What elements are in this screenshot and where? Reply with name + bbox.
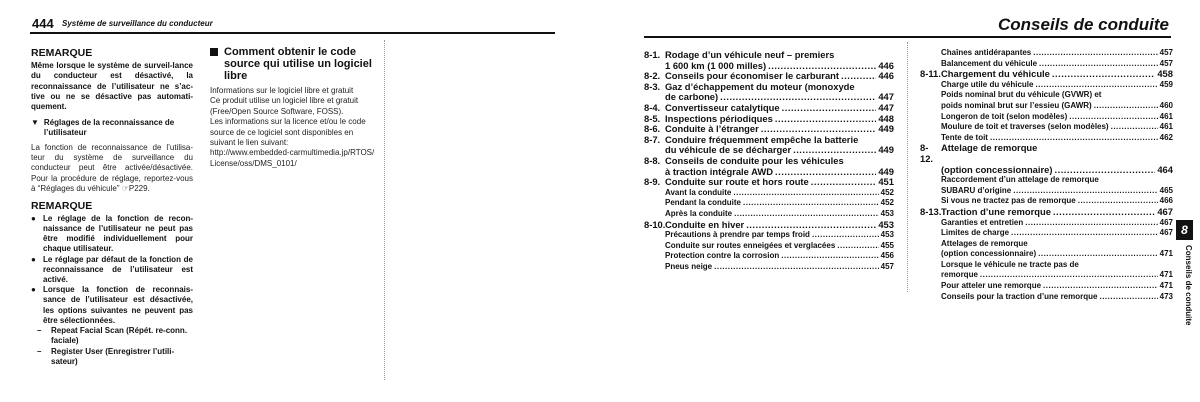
toc-page-number: 446 [878,70,894,82]
square-bullet-icon [210,48,218,56]
toc-entry-title: Gaz d’échappement du moteur (monoxyde [665,80,855,92]
toc-entry-line [941,239,1173,250]
toc-entry-line [941,175,1173,186]
dash-text: Register User (Enregistrer l’utili-sateur) [51,346,175,366]
toc-entry[interactable] [644,188,894,199]
toc-entry-line [644,103,894,114]
toc-entry-number: 8-5. [644,112,661,124]
toc-leader-dots [734,209,879,220]
toc-entry[interactable] [920,48,1173,59]
toc-entry-title: Conseils de conduite pour les véhicules [665,154,844,166]
bullet-item [31,214,193,255]
toc-leader-dots [1035,80,1157,91]
toc-column-1 [644,50,894,272]
toc-entry[interactable] [920,80,1173,91]
toc-page-number: 452 [880,198,894,208]
toc-entry-title: Inspections périodiques [665,112,773,124]
toc-leader-dots [1094,101,1158,112]
toc-entry-continuation [941,186,1173,197]
bullet-item [31,255,193,286]
toc-entry[interactable] [920,112,1173,123]
toc-entry[interactable] [920,292,1173,303]
toc-page-number: 451 [878,176,894,188]
remarque-heading-2: REMARQUE [31,199,93,212]
toc-entry[interactable] [920,228,1173,239]
toc-leader-dots [1013,186,1157,197]
toc-leader-dots [811,177,877,188]
toc-page-number: 447 [878,101,894,113]
toc-entry-title: Précautions à prendre par temps froid [665,230,810,240]
toc-entry-title: Conduite sur route et hors route [665,176,809,188]
toc-entry[interactable] [920,175,1173,196]
toc-entry[interactable] [644,220,894,231]
toc-entry-title: Avant la conduite [665,187,732,197]
toc-page-number: 461 [1159,111,1173,121]
toc-leader-dots [1078,196,1158,207]
toc-page-number: 471 [1159,281,1173,291]
toc-leader-dots [781,251,878,262]
toc-page-number: 473 [1159,291,1173,301]
toc-page-number: 457 [1159,48,1173,57]
toc-entry-title: Après la conduite [665,208,733,218]
toc-leader-dots [1038,249,1158,260]
toc-page-number: 453 [880,230,894,240]
toc-entry-continuation [920,165,1173,176]
toc-entry-number: 8-10. [644,218,666,230]
toc-entry[interactable] [920,239,1173,260]
toc-entry-line [941,112,1173,123]
toc-entry-number: 8-2. [644,70,661,82]
toc-entry-title: Conseils pour économiser le carburant [665,70,840,82]
foss-heading [210,46,375,82]
toc-entry-line [920,69,1173,80]
toc-entry-title-cont: (option concessionnaire) [941,249,1037,259]
bullet-dot-icon: ● [31,254,36,264]
toc-entry-number: 8-12. [920,142,934,164]
dash-text: Repeat Facial Scan (Répét. re-conn. faciale) [51,326,188,346]
toc-entry[interactable] [920,69,1173,80]
toc-entry-title: Protection contre la corrosion [665,251,780,261]
bullet-item [31,285,193,326]
remarque-bullet-list [31,214,193,326]
toc-entry-line [941,281,1173,292]
toc-entry-title: Conseils pour la traction d’une remorque [941,291,1098,301]
toc-leader-dots [1043,281,1158,292]
toc-leader-dots [812,230,879,241]
toc-entry-number: 8-7. [644,133,661,145]
foss-link[interactable]: http://www.embedded-carmultimedia.jp/RTOS/License/oss/DMS_0101/ [210,148,375,168]
toc-entry-number: 8-6. [644,123,661,135]
toc-entry[interactable] [644,103,894,114]
toc-entry-title-cont: de carbone) [665,91,719,103]
toc-entry-title: Poids nominal brut du véhicule (GVWR) et [941,90,1102,100]
toc-entry-title-cont: du véhicule de se décharger [665,144,792,156]
toc-page-number: 452 [880,187,894,197]
toc-page-number: 455 [880,240,894,250]
right-page [600,0,1200,402]
page-number: 444 [32,16,54,31]
toc-page-number: 457 [880,261,894,271]
left-page-header [30,14,555,34]
bullet-text: Le réglage de la fonction de recon-naissance de l’utilisateur ne peut pas être modifié individuellement pour chaque utilisateur. [43,213,193,254]
toc-page-number: 461 [1159,122,1173,132]
toc-entry[interactable] [644,209,894,220]
toc-entry-line [941,260,1173,271]
toc-leader-dots [1099,292,1157,303]
toc-leader-dots [1111,122,1158,133]
dash-marker: – [37,326,42,336]
column-divider [384,40,385,380]
toc-entry-line [941,90,1173,101]
chapter-tab[interactable]: 8 [1176,220,1193,240]
toc-entry-line [644,220,894,231]
toc-entry-title: Conduite sur routes enneigées et verglacées [665,240,836,250]
toc-entry-title: Moulure de toit et traverses (selon modèles) [941,122,1109,132]
foss-line: Ce produit utilise un logiciel libre et gratuit (Free/Open Source Software, FOSS). [210,96,359,116]
toc-leader-dots [743,198,879,209]
toc-entry-title: Garanties et entretien [941,217,1024,227]
toc-leader-dots [1011,228,1158,239]
toc-entry-line [665,262,894,273]
toc-entry-number: 8-8. [644,154,661,166]
toc-page-number: 467 [1159,228,1173,238]
subsection-heading [31,118,193,138]
left-header-title: Système de surveillance du conducteur [62,19,213,28]
toc-entry[interactable] [644,251,894,262]
toc-entry[interactable] [644,241,894,252]
toc-entry-title: Si vous ne tractez pas de remorque [941,196,1076,206]
toc-divider [907,42,908,292]
toc-entry-continuation [941,270,1173,281]
toc-entry-title: Chaînes antidérapantes [941,48,1032,57]
toc-entry-line [665,188,894,199]
toc-entry-line [941,218,1173,229]
toc-page-number: 456 [880,251,894,261]
toc-entry-title: Convertisseur catalytique [665,101,780,113]
toc-column-2 [920,48,1173,302]
toc-page-number: 449 [878,144,894,156]
toc-entry-line [941,228,1173,239]
toc-entry-title: Charge utile du véhicule [941,79,1034,89]
toc-leader-dots [746,220,876,231]
toc-entry-line [665,209,894,220]
toc-entry-title: Raccordement d’un attelage de remorque [941,175,1099,185]
toc-entry-line [665,230,894,241]
bullet-text: Lorsque la fonction de reconnais-sance de l’utilisateur est désactivée, les options suivantes ne peuvent pas être sélectionnées. [43,285,193,325]
toc-entry-title: Pour atteler une remorque [941,281,1042,291]
toc-entry-title: Pneus neige [665,261,713,271]
dash-marker: – [37,346,42,356]
remarque-heading: REMARQUE [31,47,93,59]
toc-entry-line [920,207,1173,218]
toc-entry[interactable] [644,262,894,273]
toc-entry-title: Pendant la conduite [665,198,742,208]
toc-entry-line [644,177,894,188]
triangle-marker-icon: ▼ [31,118,39,128]
foss-line: Informations sur le logiciel libre et gratuit [210,86,354,95]
toc-entry[interactable] [644,135,894,156]
toc-entry[interactable] [920,143,1173,175]
toc-page-number: 464 [1157,163,1173,175]
toc-entry-title-cont: à traction intégrale AWD [665,165,774,177]
toc-page-number: 453 [878,218,894,230]
toc-leader-dots [1033,48,1157,59]
toc-leader-dots [782,103,877,114]
toc-page-number: 449 [878,123,894,135]
bullet-text: Le réglage par défaut de la fonction de reconnaissance de l’utilisateur est activé. [43,254,193,285]
toc-entry-line [941,292,1173,303]
toc-entry-title: Conduire fréquemment empêche la batterie [665,133,859,145]
toc-entry[interactable] [644,198,894,209]
toc-entry[interactable] [920,207,1173,218]
toc-leader-dots [980,270,1158,281]
dash-item [31,347,193,367]
toc-entry-number: 8-11. [920,68,941,80]
chapter-tab-label: Conseils de conduite [1184,245,1193,326]
toc-entry-title: Longeron de toit (selon modèles) [941,111,1068,121]
toc-page-number: 462 [1159,132,1173,142]
toc-entry-title: Attelage de remorque [941,142,1038,154]
toc-entry-title: Lorsque le véhicule ne tracte pas de [941,259,1079,269]
toc-entry-line [665,241,894,252]
toc-entry-title-cont: poids nominal brut sur l’essieu (GAWR) [941,100,1092,110]
toc-entry-title-cont: 1 600 km (1 000 milles) [665,59,767,71]
toc-entry-title: Traction d’une remorque [941,205,1051,217]
toc-entry-title: Tente de toit [941,132,988,142]
toc-entry[interactable] [920,122,1173,133]
left-column-1 [31,46,193,367]
toc-page-number: 467 [1159,217,1173,227]
toc-page-number: 447 [878,91,894,103]
toc-leader-dots [1054,165,1155,176]
toc-entry-title: Attelages de remorque [941,238,1028,248]
toc-entry-title: Conduite en hiver [665,218,745,230]
toc-entry[interactable] [644,50,894,71]
toc-leader-dots [1025,218,1157,229]
toc-leader-dots [733,188,878,199]
right-page-header [644,14,1171,38]
toc-page-number: 471 [1159,249,1173,259]
toc-entry-number: 8-13. [920,205,942,217]
toc-entry-line [941,80,1173,91]
toc-entry-line [665,198,894,209]
toc-entry[interactable] [920,260,1173,281]
toc-entry[interactable] [920,90,1173,111]
toc-entry-title-cont: SUBARU d’origine [941,185,1012,195]
toc-entry-title: Rodage d’un véhicule neuf – premiers [665,49,835,60]
toc-entry-number: 8-4. [644,101,661,113]
toc-entry-line [920,143,1173,164]
toc-page-number: 467 [1157,205,1173,217]
toc-entry-title-cont: (option concessionnaire) [941,163,1053,175]
remarque-text: Même lorsque le système de surveil-lance du conducteur est désactivé, la reconnaissance de l’utilisateur ne s’ac-tive ou ne se désactive pas automati-quement. [31,61,193,112]
subsection-title: Réglages de la reconnaissance de l’utilisateur [43,118,175,138]
toc-entry-continuation [941,101,1173,112]
toc-page-number: 458 [1157,68,1173,80]
remarque-dash-list [31,326,193,367]
bullet-dot-icon: ● [31,213,36,223]
toc-entry-line [665,251,894,262]
toc-leader-dots [1069,112,1157,123]
toc-entry[interactable] [920,218,1173,229]
toc-leader-dots [1039,59,1158,70]
toc-entry-number: 8-9. [644,176,661,188]
foss-line: Les informations sur la licence et/ou le code source de ce logiciel sont disponibles en suivant le lien suivant: [210,117,366,148]
toc-leader-dots [1053,207,1155,218]
toc-entry-line [644,156,894,167]
toc-entry-title: Conduite à l’étranger [665,123,759,135]
toc-leader-dots [775,114,877,125]
toc-page-number: 465 [1159,185,1173,195]
toc-page-number: 459 [1159,79,1173,89]
toc-entry-title: Limites de charge [941,228,1010,238]
toc-page-number: 471 [1159,270,1173,280]
toc-leader-dots [837,241,878,252]
toc-entry-line [644,50,894,61]
toc-entry-number: 8-3. [644,80,661,92]
toc-page-number: 449 [878,165,894,177]
chapter-title: Conseils de conduite [998,15,1169,34]
toc-page-number: 457 [1159,58,1173,68]
toc-page-number: 448 [878,112,894,124]
toc-leader-dots [714,262,879,273]
toc-entry[interactable] [920,281,1173,292]
toc-entry-number: 8-1. [644,49,661,60]
toc-entry[interactable] [644,177,894,188]
toc-entry-title: Chargement du véhicule [941,68,1050,80]
toc-entry-line [941,48,1173,59]
toc-page-number: 466 [1159,196,1173,206]
toc-page-number: 453 [880,208,894,218]
toc-entry[interactable] [644,156,894,177]
toc-page-number: 460 [1159,100,1173,110]
toc-page-number: 446 [878,59,894,71]
bullet-dot-icon: ● [31,285,36,295]
toc-entry-continuation [941,249,1173,260]
dash-item [31,326,193,346]
toc-entry-title-cont: remorque [941,270,978,280]
toc-entry[interactable] [644,82,894,103]
left-column-2 [210,46,375,169]
toc-leader-dots [1052,69,1155,80]
subsection-text: La fonction de reconnaissance de l’utilisa-teur du système de surveillance du conducteur peut être activée/désactivée. Pour la procédure de réglage, reportez-vous à “Réglages du véhicule” ☞P229. [31,142,193,194]
toc-entry-line [941,122,1173,133]
toc-entry-title: Balancement du véhicule [941,58,1038,68]
foss-title: Comment obtenir le code source qui utilise un logiciel libre [224,46,372,82]
toc-entry[interactable] [644,230,894,241]
